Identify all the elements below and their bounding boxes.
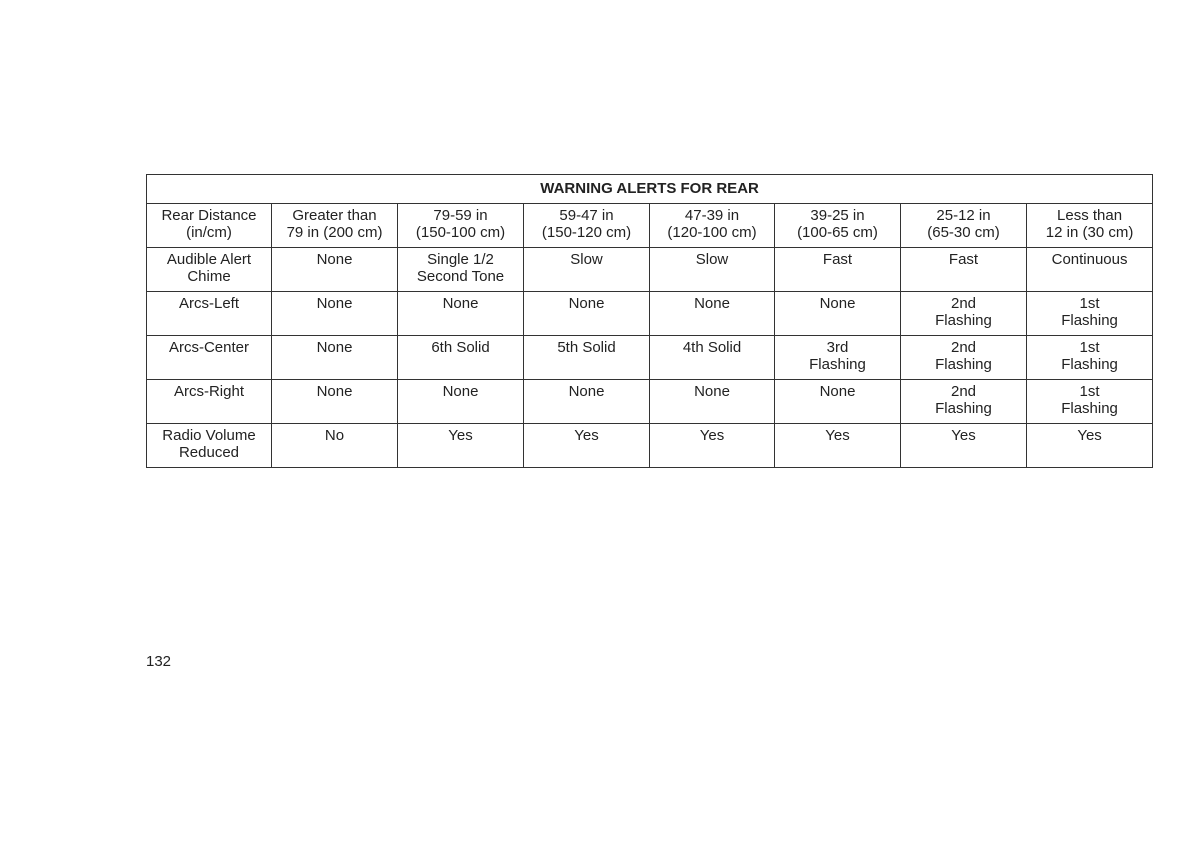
table-cell — [901, 423, 1027, 467]
cell-text: Slow — [695, 250, 729, 268]
cell-text: 1st Flashing — [1061, 382, 1118, 417]
row-header-cell — [147, 247, 272, 291]
cell-text: Rear Distance (in/cm) — [161, 206, 257, 241]
table-row — [147, 247, 1153, 291]
cell-text: None — [442, 294, 479, 312]
cell-text: None — [316, 382, 353, 400]
cell-text: Arcs-Left — [178, 294, 239, 312]
table-cell — [398, 203, 524, 247]
cell-text: 2nd Flashing — [935, 382, 992, 417]
table-row — [147, 335, 1153, 379]
cell-text: Yes — [699, 426, 725, 444]
table-cell — [398, 247, 524, 291]
table-cell — [650, 291, 775, 335]
cell-text: 47-39 in (120-100 cm) — [667, 206, 757, 241]
table-cell — [398, 379, 524, 423]
cell-text: 25-12 in (65-30 cm) — [927, 206, 1000, 241]
table-cell — [775, 335, 901, 379]
table-cell — [1027, 291, 1153, 335]
cell-text: None — [694, 382, 730, 400]
table-cell — [775, 379, 901, 423]
cell-text: 79-59 in (150-100 cm) — [415, 206, 506, 241]
cell-text: 3rd Flashing — [809, 338, 866, 373]
table-cell — [650, 203, 775, 247]
cell-text: None — [316, 250, 353, 268]
cell-text: None — [442, 382, 479, 400]
table-cell — [524, 379, 650, 423]
table-cell — [272, 203, 398, 247]
cell-text: 4th Solid — [682, 338, 742, 356]
table-row — [147, 423, 1153, 467]
table-cell — [398, 291, 524, 335]
table-cell — [272, 379, 398, 423]
row-header-cell — [147, 291, 272, 335]
cell-text: None — [819, 294, 856, 312]
cell-text: Single 1/2 Second Tone — [416, 250, 505, 285]
table-cell — [1027, 247, 1153, 291]
cell-text: Yes — [825, 426, 850, 444]
cell-text: Radio Volume Reduced — [162, 426, 256, 461]
cell-text: None — [819, 382, 856, 400]
table-cell — [272, 247, 398, 291]
table-cell — [901, 335, 1027, 379]
cell-text: 39-25 in (100-65 cm) — [797, 206, 878, 241]
cell-text: Yes — [448, 426, 473, 444]
warning-alerts-table — [146, 174, 1153, 468]
table-cell — [775, 291, 901, 335]
cell-text: None — [694, 294, 730, 312]
table-cell — [650, 247, 775, 291]
cell-text: Less than 12 in (30 cm) — [1045, 206, 1134, 241]
table-cell — [650, 379, 775, 423]
table-row — [147, 379, 1153, 423]
cell-text: Arcs-Right — [173, 382, 244, 400]
cell-text: None — [316, 294, 353, 312]
table-row — [147, 203, 1153, 247]
cell-text: 1st Flashing — [1061, 338, 1118, 373]
table-cell — [524, 423, 650, 467]
cell-text: Continuous — [1051, 250, 1128, 268]
table-cell — [901, 379, 1027, 423]
row-header-cell — [147, 379, 272, 423]
cell-text: Fast — [822, 250, 853, 268]
table-title: WARNING ALERTS FOR REAR — [147, 175, 1153, 204]
cell-text: Yes — [1077, 426, 1102, 444]
table-cell — [398, 423, 524, 467]
row-header-cell — [147, 335, 272, 379]
row-header-cell — [147, 423, 272, 467]
table-cell — [1027, 335, 1153, 379]
table-cell — [901, 247, 1027, 291]
table-cell — [272, 335, 398, 379]
cell-text: Slow — [570, 250, 603, 268]
cell-text: Greater than 79 in (200 cm) — [286, 206, 383, 241]
table-cell — [272, 291, 398, 335]
cell-text: No — [324, 426, 345, 444]
table-cell — [775, 247, 901, 291]
table-body — [147, 203, 1153, 467]
cell-text: Yes — [574, 426, 599, 444]
page-number: 132 — [146, 653, 172, 670]
cell-text: None — [568, 382, 605, 400]
table-row — [147, 291, 1153, 335]
table-cell — [524, 247, 650, 291]
cell-text: None — [316, 338, 353, 356]
row-header-cell — [147, 203, 272, 247]
table-cell — [1027, 203, 1153, 247]
table-cell — [650, 335, 775, 379]
table-cell — [524, 335, 650, 379]
table-cell — [775, 203, 901, 247]
cell-text: 5th Solid — [557, 338, 616, 356]
cell-text: 1st Flashing — [1061, 294, 1118, 329]
table-cell — [398, 335, 524, 379]
cell-text: Arcs-Center — [168, 338, 250, 356]
cell-text: Fast — [948, 250, 979, 268]
table-cell — [901, 291, 1027, 335]
table-cell — [524, 291, 650, 335]
cell-text: 59-47 in (150-120 cm) — [541, 206, 632, 241]
table-cell — [1027, 423, 1153, 467]
table-cell — [650, 423, 775, 467]
table-cell — [272, 423, 398, 467]
table-cell — [775, 423, 901, 467]
table-cell — [1027, 379, 1153, 423]
table-cell — [901, 203, 1027, 247]
cell-text: None — [568, 294, 605, 312]
table-cell — [524, 203, 650, 247]
cell-text: 2nd Flashing — [935, 294, 992, 329]
cell-text: Audible Alert Chime — [166, 250, 252, 285]
cell-text: 2nd Flashing — [935, 338, 992, 373]
cell-text: Yes — [951, 426, 976, 444]
cell-text: 6th Solid — [431, 338, 490, 356]
